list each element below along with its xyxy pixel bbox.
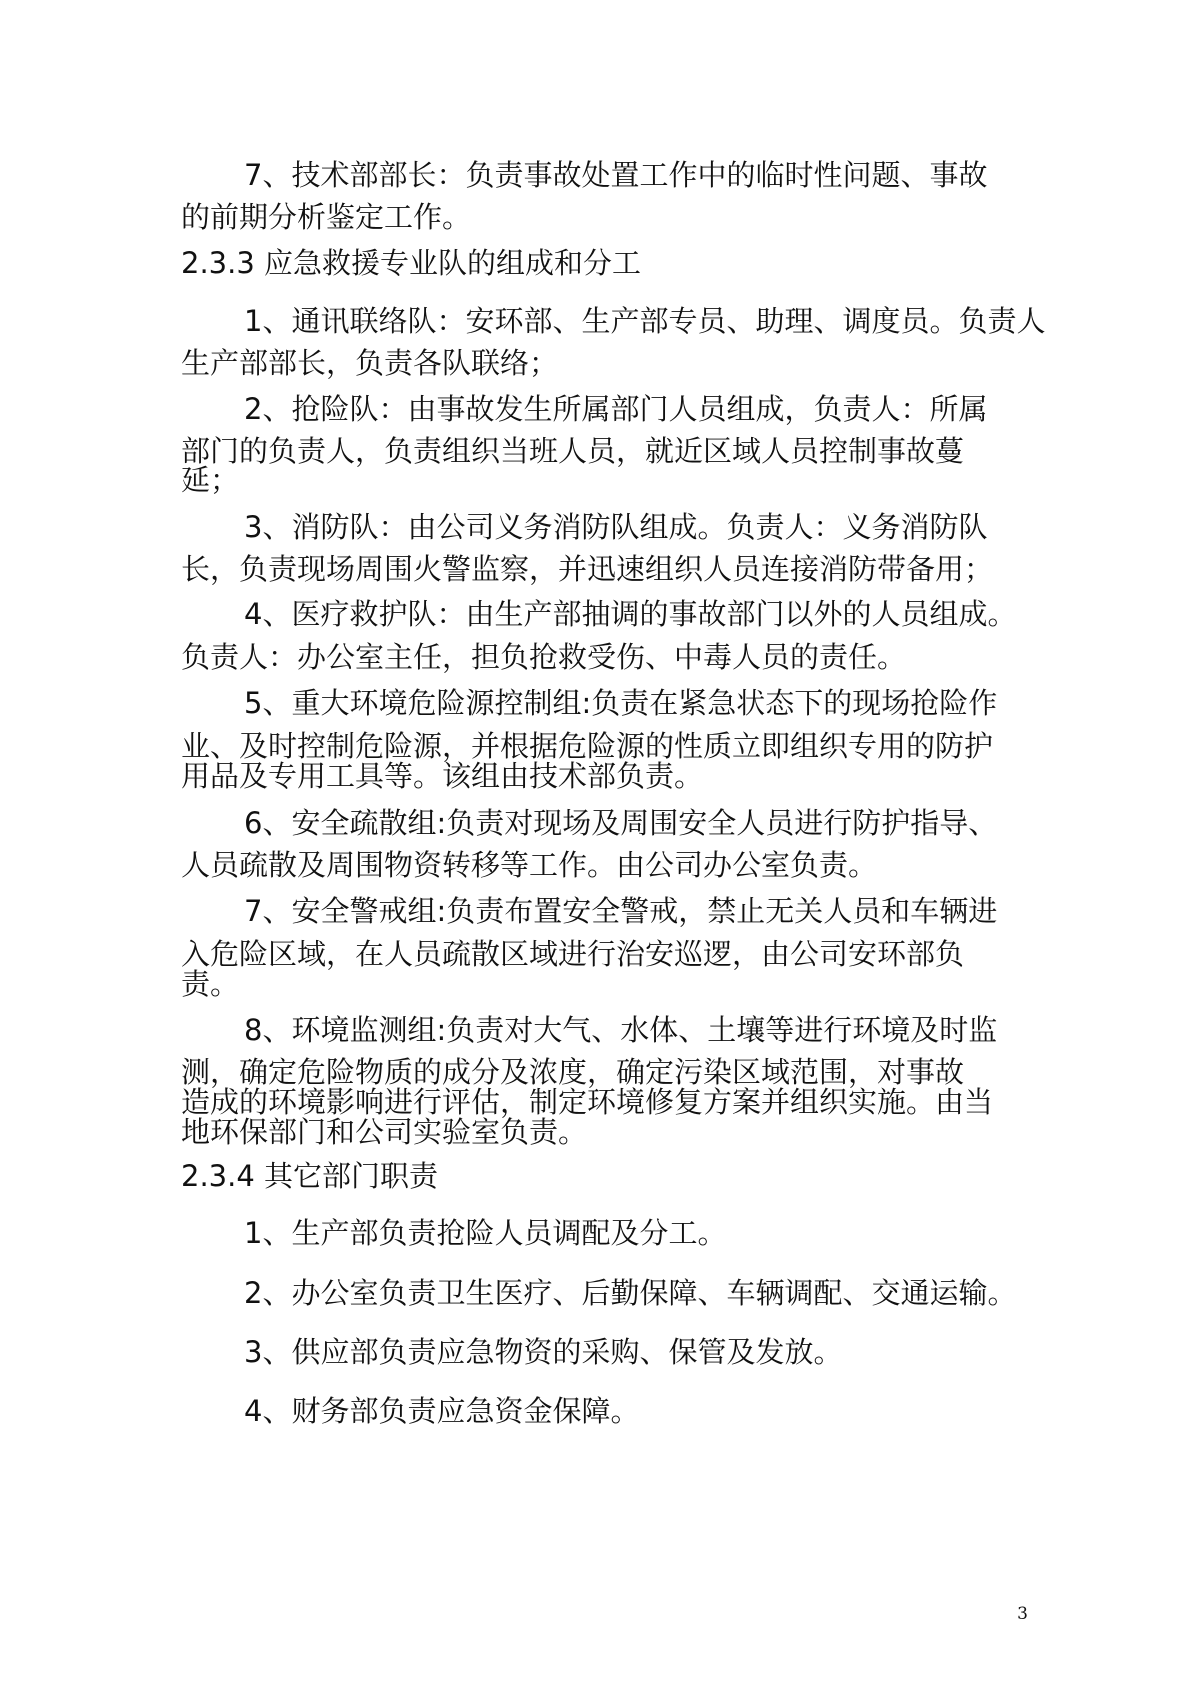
paragraph-line: 部门的负责人，负责组织当班人员，就近区域人员控制事故蔓: [181, 434, 965, 468]
paragraph-line: 业、及时控制危险源，并根据危险源的性质立即组织专用的防护: [181, 729, 994, 763]
page-number: 3: [1017, 1604, 1028, 1624]
paragraph-line: 8、环境监测组:负责对大气、水体、土壤等进行环境及时监: [244, 1013, 998, 1047]
paragraph-line: 负责人：办公室主任，担负抢救受伤、中毒人员的责任。: [181, 640, 907, 674]
paragraph-line: 4、医疗救护队：由生产部抽调的事故部门以外的人员组成。: [244, 597, 1017, 631]
paragraph-line: 2、抢险队：由事故发生所属部门人员组成，负责人：所属: [244, 392, 988, 426]
paragraph-line: 责。: [181, 967, 240, 1001]
paragraph-line: 入危险区域，在人员疏散区域进行治安巡逻，由公司安环部负: [181, 937, 965, 971]
paragraph-line: 7、技术部部长：负责事故处置工作中的临时性问题、事故: [244, 158, 988, 192]
paragraph-line: 6、安全疏散组:负责对现场及周围安全人员进行防护指导、: [244, 806, 998, 840]
paragraph-line: 延；: [181, 463, 240, 497]
paragraph-line: 4、财务部负责应急资金保障。: [244, 1394, 640, 1428]
paragraph-line: 人员疏散及周围物资转移等工作。由公司办公室负责。: [181, 848, 878, 882]
paragraph-line: 7、安全警戒组:负责布置安全警戒，禁止无关人员和车辆进: [244, 894, 998, 928]
paragraph-line: 的前期分析鉴定工作。: [181, 200, 472, 234]
paragraph-line: 1、通讯联络队：安环部、生产部专员、助理、调度员。负责人: [244, 304, 1046, 338]
paragraph-line: 测，确定危险物质的成分及浓度，确定污染区域范围，对事故: [181, 1055, 965, 1089]
paragraph-line: 1、生产部负责抢险人员调配及分工。: [244, 1216, 727, 1250]
paragraph-line: 2、办公室负责卫生医疗、后勤保障、车辆调配、交通运输。: [244, 1276, 1017, 1310]
paragraph-line: 用品及专用工具等。该组由技术部负责。: [181, 759, 704, 793]
paragraph-line: 生产部部长，负责各队联络；: [181, 346, 559, 380]
section-heading: 2.3.4 其它部门职责: [181, 1159, 439, 1193]
paragraph-line: 5、重大环境危险源控制组:负责在紧急状态下的现场抢险作: [244, 686, 998, 720]
section-heading: 2.3.3 应急救援专业队的组成和分工: [181, 246, 642, 280]
paragraph-line: 地环保部门和公司实验室负责。: [181, 1115, 588, 1149]
paragraph-line: 3、消防队：由公司义务消防队组成。负责人：义务消防队: [244, 510, 988, 544]
paragraph-line: 造成的环境影响进行评估，制定环境修复方案并组织实施。由当: [181, 1085, 994, 1119]
paragraph-line: 长，负责现场周围火警监察，并迅速组织人员连接消防带备用；: [181, 552, 994, 586]
paragraph-line: 3、供应部负责应急物资的采购、保管及发放。: [244, 1335, 843, 1369]
